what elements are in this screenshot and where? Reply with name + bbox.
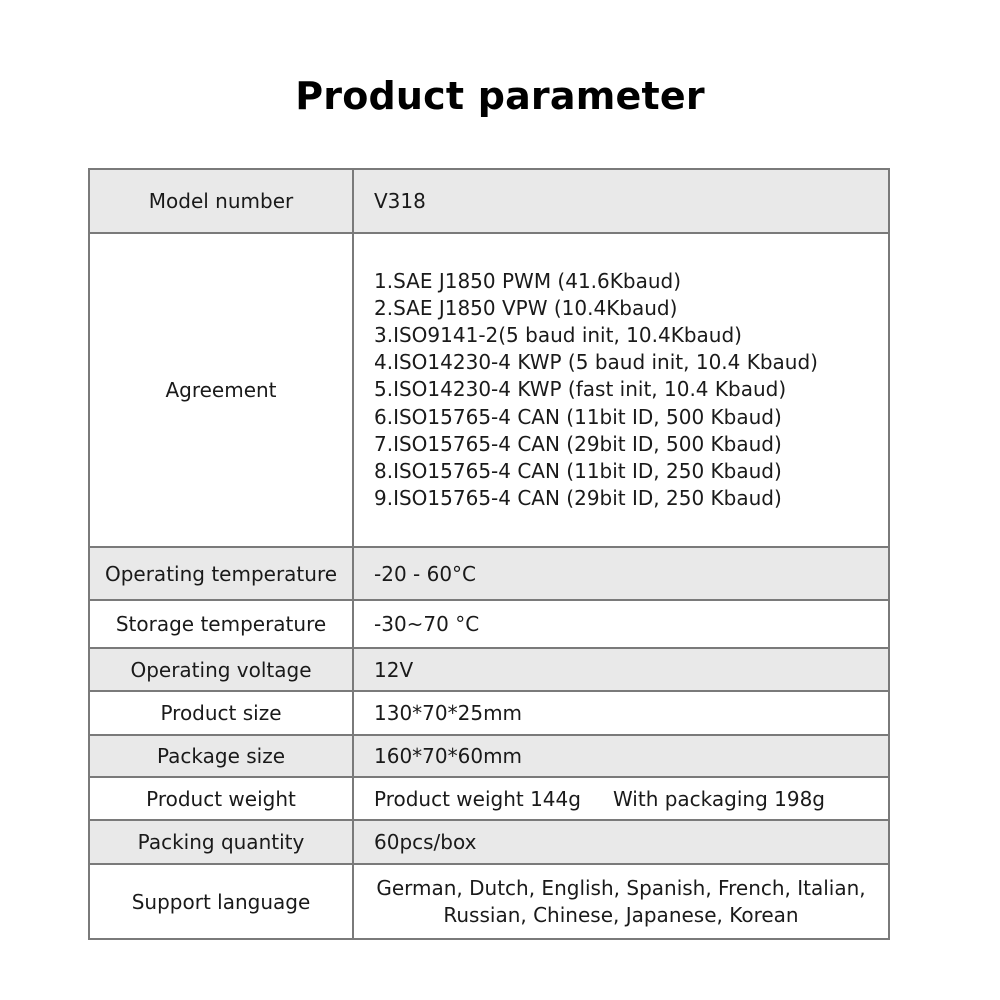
list-item: 5.ISO14230-4 KWP (fast init, 10.4 Kbaud) xyxy=(374,377,787,402)
row-label: Model number xyxy=(89,169,353,233)
list-item: 3.ISO9141-2(5 baud init, 10.4Kbaud) xyxy=(374,322,742,347)
language-line: German, Dutch, English, Spanish, French, Italian, xyxy=(376,875,866,900)
product-parameter-table xyxy=(88,168,890,940)
row-label: Storage temperature xyxy=(89,600,353,648)
table-row-support-language xyxy=(89,864,889,939)
table-row-operating-voltage xyxy=(89,648,889,691)
table-row-package-size xyxy=(89,735,889,777)
page-title: Product parameter xyxy=(295,74,705,118)
agreement-list-cell xyxy=(353,233,889,547)
list-item: 6.ISO15765-4 CAN (11bit ID, 500 Kbaud) xyxy=(374,404,782,429)
table-row-storage-temperature xyxy=(89,600,889,648)
table-row-model-number xyxy=(89,169,889,233)
row-label: Packing quantity xyxy=(89,820,353,864)
table-row-agreement xyxy=(89,233,889,547)
table-row-packing-quantity xyxy=(89,820,889,864)
row-label: Package size xyxy=(89,735,353,777)
product-weight-cell xyxy=(353,777,889,820)
row-label: Operating voltage xyxy=(89,648,353,691)
list-item: 9.ISO15765-4 CAN (29bit ID, 250 Kbaud) xyxy=(374,486,782,511)
row-label: Product size xyxy=(89,691,353,735)
row-value: 130*70*25mm xyxy=(353,691,889,735)
list-item: 8.ISO15765-4 CAN (11bit ID, 250 Kbaud) xyxy=(374,459,782,483)
row-value: -20 - 60°C xyxy=(353,547,889,600)
row-label: Product weight xyxy=(89,777,353,820)
table-row-product-weight xyxy=(89,777,889,820)
row-value: V318 xyxy=(353,169,889,233)
net-weight-value: Product weight 144g xyxy=(374,786,581,811)
row-value: -30~70 °C xyxy=(353,600,889,648)
language-line: Russian, Chinese, Japanese, Korean xyxy=(443,902,799,927)
row-value: 160*70*60mm xyxy=(353,735,889,777)
row-value: 60pcs/box xyxy=(353,820,889,864)
row-value: 12V xyxy=(353,648,889,691)
row-label: Operating temperature xyxy=(89,547,353,600)
agreement-list xyxy=(374,268,888,513)
row-label: Agreement xyxy=(89,233,353,547)
list-item: 1.SAE J1850 PWM (41.6Kbaud) xyxy=(374,268,682,293)
list-item: 7.ISO15765-4 CAN (29bit ID, 500 Kbaud) xyxy=(374,431,782,456)
support-language-cell xyxy=(353,864,889,939)
table-row-operating-temperature xyxy=(89,547,889,600)
row-label: Support language xyxy=(89,864,353,939)
list-item: 2.SAE J1850 VPW (10.4Kbaud) xyxy=(374,295,678,320)
list-item: 4.ISO14230-4 KWP (5 baud init, 10.4 Kbaud) xyxy=(374,350,818,375)
table-row-product-size xyxy=(89,691,889,735)
packaged-weight-value: With packaging 198g xyxy=(612,786,826,811)
